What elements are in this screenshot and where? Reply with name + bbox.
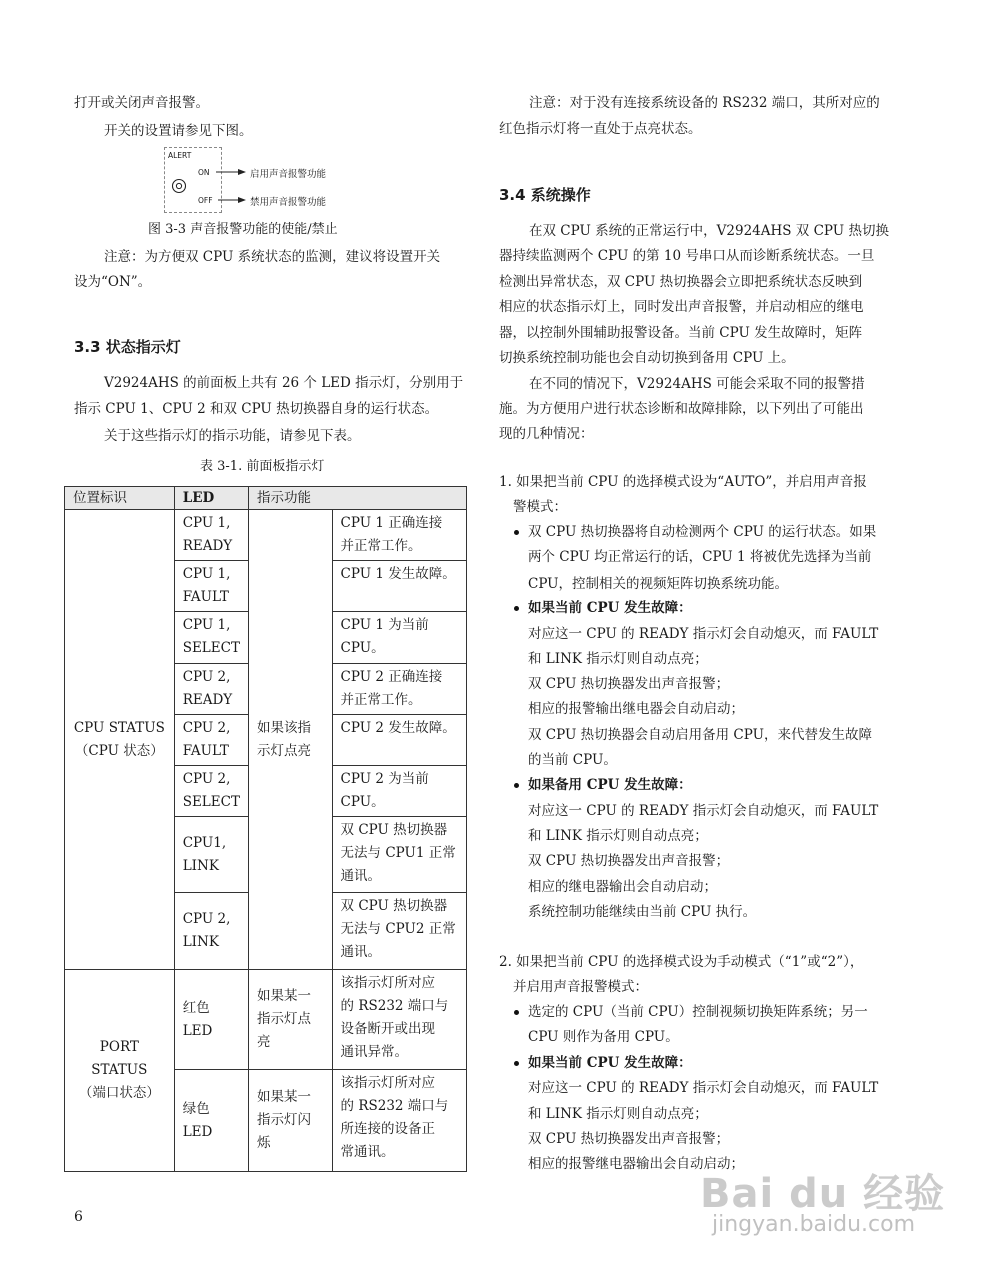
bullet-3-line: 相应的继电器输出会自动启动； bbox=[528, 879, 717, 895]
led-indicator-table bbox=[64, 486, 467, 1172]
header-position: 位置标识 bbox=[65, 487, 175, 510]
section-3-4-heading: 3.4 系统操作 bbox=[499, 186, 591, 204]
condition-cell: 如果某一 指示灯点 亮 bbox=[248, 970, 332, 1070]
right-note-line-2: 红色指示灯将一直处于点亮状态。 bbox=[499, 121, 702, 137]
on-description: 启用声音报警功能 bbox=[250, 169, 327, 180]
para-1-line: 检测出异常状态，双 CPU 热切换器会立即把系统状态反映到 bbox=[499, 274, 863, 290]
bullet-3-line: 对应这一 CPU 的 READY 指示灯会自动熄灭，而 FAULT bbox=[528, 803, 879, 819]
right-note-line-1: 注意：对于没有连接系统设备的 RS232 端口，其所对应的 bbox=[529, 95, 880, 111]
para-led-line-1: V2924AHS 的前面板上共有 26 个 LED 指示灯，分别用于 bbox=[104, 375, 464, 391]
bullet-3-line: 双 CPU 热切换器发出声音报警； bbox=[528, 853, 730, 869]
item-1-line-1: 1. 如果把当前 CPU 的选择模式设为“AUTO”，并启用声音报 bbox=[499, 474, 867, 490]
bullet-5-line: 和 LINK 指示灯则自动点亮； bbox=[528, 1106, 708, 1122]
function-cell: 双 CPU 热切换器 无法与 CPU2 正常 通讯。 bbox=[332, 893, 466, 970]
para-led-line-2: 指示 CPU 1、CPU 2 和双 CPU 热切换器自身的运行状态。 bbox=[74, 401, 439, 417]
bullet-1-line: CPU，控制相关的视频矩阵切换系统功能。 bbox=[528, 576, 789, 592]
led-cell: CPU 1, SELECT bbox=[174, 612, 248, 664]
para-1-line: 切换系统控制功能也会自动切换到备用 CPU 上。 bbox=[499, 350, 795, 366]
function-cell: CPU 2 正确连接 并正常工作。 bbox=[332, 664, 466, 715]
led-cell: 红色 LED bbox=[174, 970, 248, 1070]
para-table-ref: 关于这些指示灯的指示功能，请参见下表。 bbox=[104, 428, 361, 444]
function-cell: CPU 2 发生故障。 bbox=[332, 715, 466, 766]
bullet-2-line: 相应的报警输出继电器会自动启动； bbox=[528, 701, 744, 717]
cpu-status-sublabel: （CPU 状态） bbox=[74, 742, 164, 759]
port-status-sublabel: （端口状态） bbox=[78, 1085, 160, 1101]
baidu-watermark-url: jingyan.baidu.com bbox=[712, 1212, 916, 1237]
figure-caption: 图 3-3 声音报警功能的使能/禁止 bbox=[148, 222, 338, 237]
cpu-status-label: CPU STATUS bbox=[73, 719, 165, 736]
item-1-line-2: 警模式： bbox=[513, 499, 567, 515]
bullet-5-line: 对应这一 CPU 的 READY 指示灯会自动熄灭，而 FAULT bbox=[528, 1080, 879, 1096]
on-label: ON bbox=[198, 168, 210, 177]
bullet-4-line: CPU 则作为备用 CPU。 bbox=[528, 1029, 679, 1045]
bullet-2-line: 双 CPU 热切换器会自动启用备用 CPU，来代替发生故障 bbox=[528, 727, 872, 743]
bullet-5-title: 如果当前 CPU 发生故障： bbox=[528, 1055, 692, 1071]
baidu-watermark-logo: Bai du 经验 bbox=[700, 1171, 946, 1217]
function-cell: CPU 1 为当前 CPU。 bbox=[332, 612, 466, 664]
para-1-line: 相应的状态指示灯上，同时发出声音报警，并启动相应的继电 bbox=[499, 299, 864, 315]
function-cell: CPU 1 正确连接 并正常工作。 bbox=[332, 510, 466, 561]
cpu-condition-cell: 如果该指 示灯点亮 bbox=[248, 510, 332, 970]
led-cell: CPU 1, FAULT bbox=[174, 561, 248, 612]
function-cell: CPU 1 发生故障。 bbox=[332, 561, 466, 612]
bullet-3-line: 系统控制功能继续由当前 CPU 执行。 bbox=[528, 904, 757, 920]
bullet-2-line: 和 LINK 指示灯则自动点亮； bbox=[528, 651, 708, 667]
section-3-3-heading: 3.3 状态指示灯 bbox=[74, 338, 181, 356]
off-description: 禁用声音报警功能 bbox=[250, 197, 327, 208]
para-1-line: 器，以控制外围辅助报警设备。当前 CPU 发生故障时，矩阵 bbox=[499, 325, 863, 341]
note-line-1: 注意：为方便双 CPU 系统状态的监测，建议将设置开关 bbox=[104, 249, 441, 265]
intro-line-1: 打开或关闭声音报警。 bbox=[74, 95, 209, 111]
header-function: 指示功能 bbox=[248, 487, 466, 510]
led-cell: 绿色 LED bbox=[174, 1070, 248, 1172]
item-2-line-1: 2. 如果把当前 CPU 的选择模式设为手动模式（“1”或“2”）， bbox=[499, 954, 864, 970]
bullet-icon bbox=[514, 783, 519, 788]
para-2-line: 现的几种情况： bbox=[499, 426, 594, 442]
bullet-icon bbox=[514, 1010, 519, 1015]
note-line-2: 设为“ON”。 bbox=[74, 274, 152, 290]
table-row bbox=[65, 510, 467, 561]
bullet-icon bbox=[514, 606, 519, 611]
function-cell: 该指示灯所对应 的 RS232 端口与 设备断开或出现 通讯异常。 bbox=[332, 970, 466, 1070]
led-cell: CPU1, LINK bbox=[174, 817, 248, 893]
led-cell: CPU 2, READY bbox=[174, 664, 248, 715]
para-2-line: 施。为方便用户进行状态诊断和故障排除，以下列出了可能出 bbox=[499, 401, 864, 417]
bullet-2-line: 对应这一 CPU 的 READY 指示灯会自动熄灭，而 FAULT bbox=[528, 626, 879, 642]
item-2-line-2: 并启用声音报警模式： bbox=[513, 979, 648, 995]
bullet-5-line: 双 CPU 热切换器发出声音报警； bbox=[528, 1131, 730, 1147]
bullet-2-line: 的当前 CPU。 bbox=[528, 752, 617, 768]
port-status-label: PORT STATUS bbox=[91, 1039, 148, 1078]
para-1-line: 在双 CPU 系统的正常运行中，V2924AHS 双 CPU 热切换 bbox=[529, 223, 889, 239]
page-number: 6 bbox=[74, 1209, 83, 1225]
bullet-icon bbox=[514, 530, 519, 535]
para-1-line: 器持续监测两个 CPU 的第 10 号串口从而诊断系统状态。一旦 bbox=[499, 248, 875, 264]
bullet-3-title: 如果备用 CPU 发生故障： bbox=[528, 777, 692, 793]
header-led: LED bbox=[174, 487, 248, 510]
function-cell: 双 CPU 热切换器 无法与 CPU1 正常 通讯。 bbox=[332, 817, 466, 893]
table-header-row bbox=[65, 487, 467, 510]
port-status-group bbox=[65, 970, 175, 1172]
bullet-1-line: 两个 CPU 均正常运行的话，CPU 1 将被优先选择为当前 bbox=[528, 549, 872, 565]
para-2-line: 在不同的情况下，V2924AHS 可能会采取不同的报警措 bbox=[529, 376, 865, 392]
bullet-2-line: 双 CPU 热切换器发出声音报警； bbox=[528, 676, 730, 692]
bullet-icon bbox=[514, 1061, 519, 1066]
alert-label: ALERT bbox=[168, 151, 192, 160]
table-title: 表 3-1. 前面板指示灯 bbox=[200, 459, 325, 474]
bullet-2-title: 如果当前 CPU 发生故障： bbox=[528, 600, 692, 616]
led-cell: CPU 2, FAULT bbox=[174, 715, 248, 766]
function-cell: CPU 2 为当前 CPU。 bbox=[332, 766, 466, 817]
condition-cell: 如果某一 指示灯闪 烁 bbox=[248, 1070, 332, 1172]
bullet-4-line: 选定的 CPU（当前 CPU）控制视频切换矩阵系统；另一 bbox=[528, 1004, 868, 1020]
off-label: OFF bbox=[198, 196, 213, 205]
led-cell: CPU 2, SELECT bbox=[174, 766, 248, 817]
bullet-3-line: 和 LINK 指示灯则自动点亮； bbox=[528, 828, 708, 844]
bullet-5-line: 相应的报警继电器输出会自动启动； bbox=[528, 1156, 744, 1172]
led-cell: CPU 1, READY bbox=[174, 510, 248, 561]
table-row bbox=[65, 970, 467, 1070]
bullet-1-line: 双 CPU 热切换器将自动检测两个 CPU 的运行状态。如果 bbox=[528, 524, 877, 540]
intro-line-2: 开关的设置请参见下图。 bbox=[104, 123, 253, 139]
cpu-status-group bbox=[65, 510, 175, 970]
led-cell: CPU 2, LINK bbox=[174, 893, 248, 970]
function-cell: 该指示灯所对应 的 RS232 端口与 所连接的设备正 常通讯。 bbox=[332, 1070, 466, 1172]
